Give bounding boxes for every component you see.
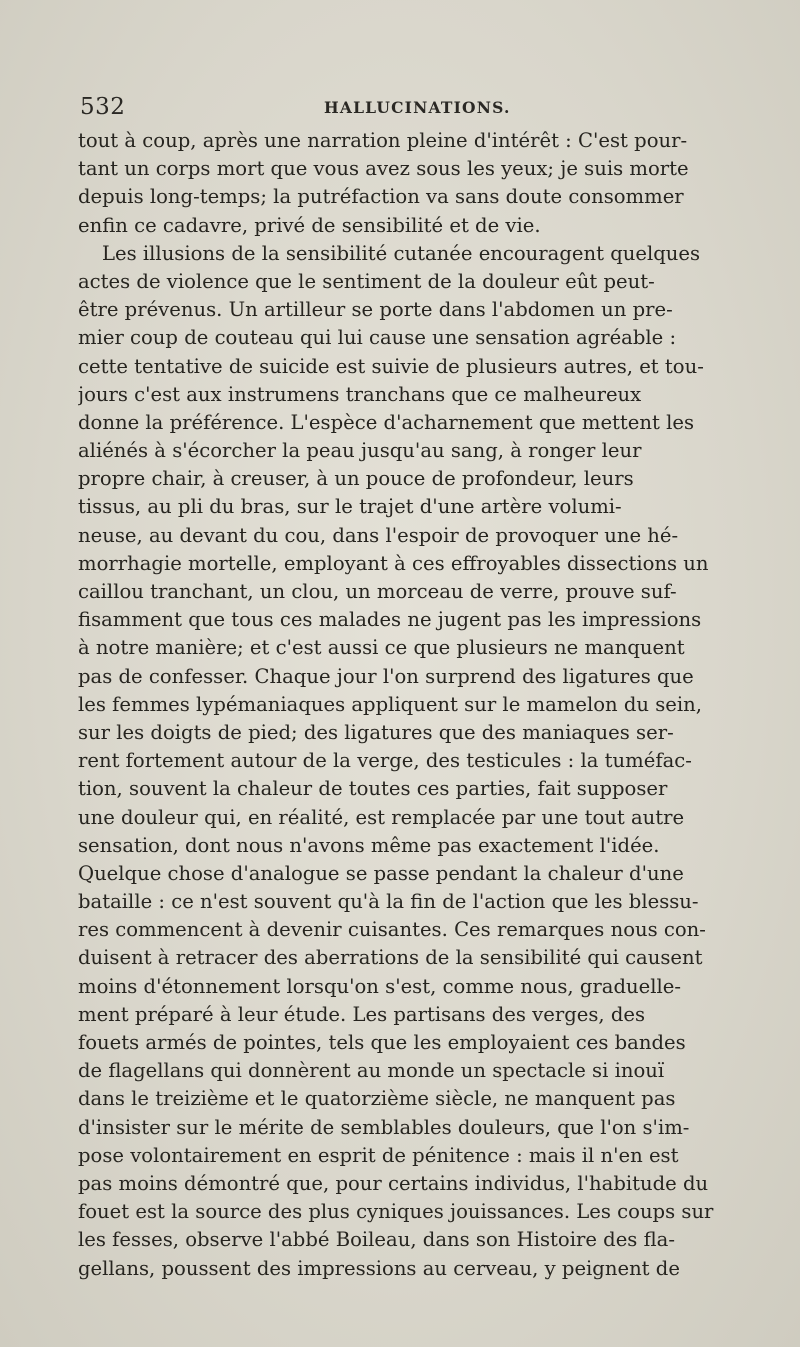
text-line: pose volontairement en esprit de pénitence : mais il n'en est: [78, 1143, 679, 1167]
text-line: neuse, au devant du cou, dans l'espoir de provoquer une hé-: [78, 523, 679, 547]
page-number: 532: [80, 94, 126, 120]
text-line: les fesses, observe l'abbé Boileau, dans son Histoire des fla-: [78, 1228, 675, 1252]
body-text: [78, 127, 744, 1283]
text-line: mier coup de couteau qui lui cause une sensation agréable :: [78, 326, 677, 350]
text-line: moins d'étonnement lorsqu'on s'est, comme nous, graduelle-: [78, 974, 681, 998]
text-line: propre chair, à creuser, à un pouce de profondeur, leurs: [78, 467, 634, 491]
text-line: duisent à retracer des aberrations de la sensibilité qui causent: [78, 946, 703, 970]
text-line: les femmes lypémaniaques appliquent sur le mamelon du sein,: [78, 692, 703, 716]
text-line: ment préparé à leur étude. Les partisans des verges, des: [78, 1002, 646, 1026]
text-line: jours c'est aux instrumens tranchans que ce malheureux: [78, 382, 642, 406]
text-line: de flagellans qui donnèrent au monde un spectacle si inouï: [78, 1059, 665, 1083]
text-line: gellans, poussent des impressions au cerveau, y peignent de: [78, 1256, 680, 1280]
running-head: [80, 94, 744, 124]
text-line: tion, souvent la chaleur de toutes ces parties, fait supposer: [78, 777, 668, 801]
text-line: caillou tranchant, un clou, un morceau de verre, prouve suf-: [78, 580, 677, 603]
text-line: depuis long-temps; la putréfaction va sans doute consommer: [78, 185, 684, 209]
text-line: une douleur qui, en réalité, est remplacée par une tout autre: [78, 805, 685, 829]
text-line: tant un corps mort que vous avez sous les yeux; je suis morte: [78, 157, 689, 181]
text-line: fisamment que tous ces malades ne jugent pas les impressions: [78, 608, 702, 632]
running-title: HALLUCINATIONS.: [324, 98, 511, 117]
text-line: sensation, dont nous n'avons même pas exactement l'idée.: [78, 833, 660, 857]
text-line: fouet est la source des plus cyniques jouissances. Les coups sur: [78, 1200, 714, 1224]
text-line: Quelque chose d'analogue se passe pendant la chaleur d'une: [78, 861, 684, 885]
text-line: dans le treizième et le quatorzième siècle, ne manquent pas: [78, 1087, 676, 1111]
text-line: morrhagie mortelle, employant à ces effroyables dissections un: [78, 551, 709, 575]
text-line: pas de confesser. Chaque jour l'on surprend des ligatures que: [78, 664, 694, 688]
text-line: cette tentative de suicide est suivie de plusieurs autres, et tou-: [78, 354, 704, 378]
text-line: fouets armés de pointes, tels que les employaient ces bandes: [78, 1031, 686, 1054]
text-line: Les illusions de la sensibilité cutanée encouragent quelques: [102, 241, 701, 265]
text-line: sur les doigts de pied; des ligatures que des maniaques ser-: [78, 720, 674, 744]
text-line: aliénés à s'écorcher la peau jusqu'au sang, à ronger leur: [78, 439, 642, 463]
text-line: enfin ce cadavre, privé de sensibilité et de vie.: [78, 213, 541, 237]
text-line: tout à coup, après une narration pleine d'intérêt : C'est pour-: [78, 129, 688, 152]
text-line: tissus, au pli du bras, sur le trajet d'une artère volumi-: [78, 495, 622, 519]
text-line: à notre manière; et c'est aussi ce que plusieurs ne manquent: [78, 636, 685, 660]
text-line: d'insister sur le mérite de semblables douleurs, que l'on s'im-: [78, 1115, 690, 1139]
text-line: rent fortement autour de la verge, des testicules : la tuméfac-: [78, 749, 692, 773]
text-line: actes de violence que le sentiment de la douleur eût peut-: [78, 269, 655, 293]
text-line: bataille : ce n'est souvent qu'à la fin de l'action que les blessu-: [78, 890, 699, 914]
text-line: donne la préférence. L'espèce d'acharnement que mettent les: [78, 410, 695, 434]
text-line: pas moins démontré que, pour certains individus, l'habitude du: [78, 1171, 709, 1195]
text-line: res commencent à devenir cuisantes. Ces remarques nous con-: [78, 918, 706, 942]
text-line: être prévenus. Un artilleur se porte dans l'abdomen un pre-: [78, 298, 673, 322]
